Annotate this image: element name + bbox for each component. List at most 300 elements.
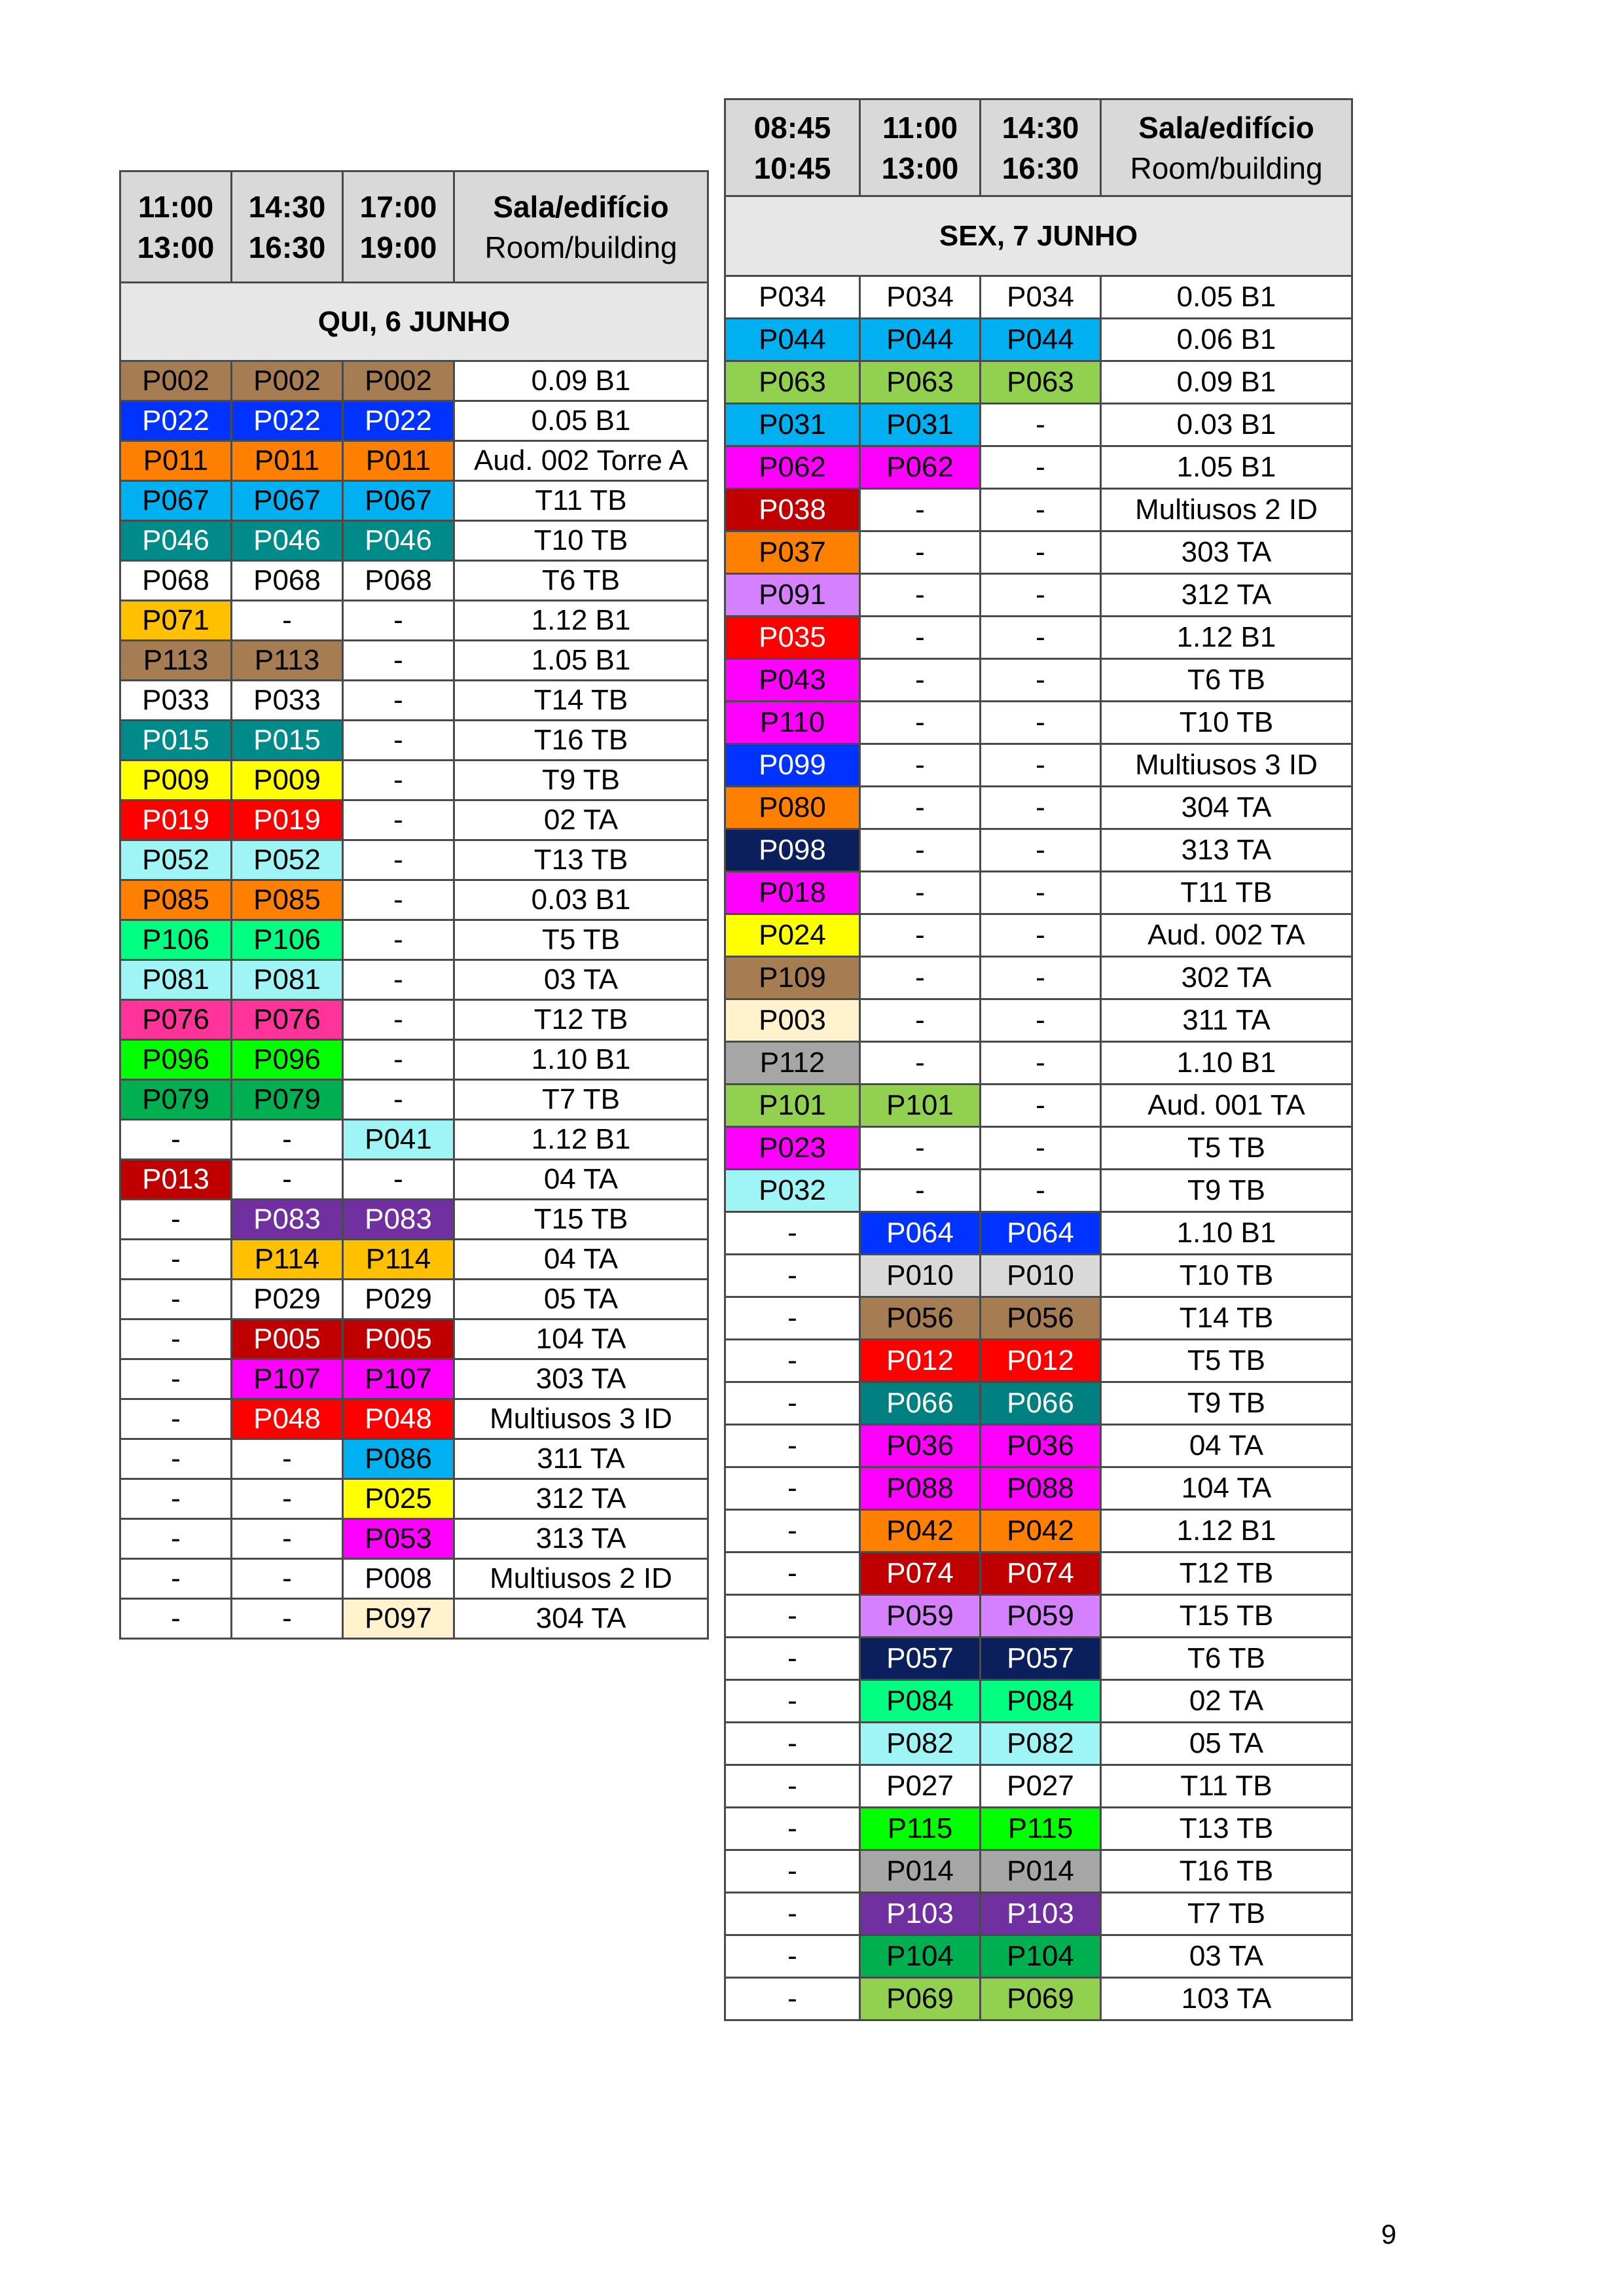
session-code-cell: - — [725, 1723, 860, 1765]
table-row — [725, 1680, 1352, 1723]
table-row — [120, 481, 708, 521]
session-code-cell: P079 — [232, 1080, 343, 1120]
table-row — [725, 1552, 1352, 1595]
session-code-cell: - — [981, 446, 1101, 489]
session-code-cell: P044 — [981, 319, 1101, 361]
session-code-cell: P012 — [981, 1340, 1101, 1382]
session-code-cell: P107 — [343, 1359, 454, 1399]
session-code-cell: P068 — [120, 561, 232, 601]
session-code-cell: P036 — [981, 1425, 1101, 1467]
session-code-cell: P062 — [860, 446, 981, 489]
session-code-cell: P014 — [981, 1850, 1101, 1893]
room-cell: T12 TB — [1101, 1552, 1352, 1595]
table-row — [725, 1935, 1352, 1978]
table-row — [725, 1808, 1352, 1850]
session-code-cell: - — [860, 829, 981, 872]
room-cell: 04 TA — [454, 1240, 708, 1280]
session-code-cell: P083 — [232, 1200, 343, 1240]
session-code-cell: - — [343, 761, 454, 800]
room-cell: 04 TA — [1101, 1425, 1352, 1467]
room-cell: T5 TB — [454, 920, 708, 960]
session-code-cell: P068 — [232, 561, 343, 601]
table-row — [725, 1170, 1352, 1212]
session-code-cell: - — [343, 1080, 454, 1120]
session-code-cell: P081 — [120, 960, 232, 1000]
session-code-cell: P106 — [232, 920, 343, 960]
session-code-cell: P012 — [860, 1340, 981, 1382]
session-code-cell: P009 — [120, 761, 232, 800]
session-code-cell: - — [981, 1127, 1101, 1170]
room-cell: T14 TB — [1101, 1297, 1352, 1340]
session-code-cell: P034 — [725, 276, 860, 319]
session-code-cell: - — [981, 829, 1101, 872]
table-row — [120, 1040, 708, 1080]
session-code-cell: - — [860, 489, 981, 531]
session-code-cell: P098 — [725, 829, 860, 872]
day-label: QUI, 6 JUNHO — [120, 283, 708, 361]
session-code-cell: P091 — [725, 574, 860, 617]
session-code-cell: - — [860, 872, 981, 914]
session-code-cell: P035 — [725, 617, 860, 659]
session-code-cell: - — [981, 489, 1101, 531]
room-cell: 1.12 B1 — [1101, 1510, 1352, 1552]
table-row — [725, 1042, 1352, 1085]
session-code-cell: - — [981, 744, 1101, 787]
table-row — [120, 521, 708, 561]
table-row — [725, 1425, 1352, 1467]
table-row — [120, 361, 708, 401]
session-code-cell: P011 — [120, 441, 232, 481]
table-row — [120, 401, 708, 441]
room-cell: T11 TB — [1101, 1765, 1352, 1808]
table-row — [725, 914, 1352, 957]
session-code-cell: P082 — [860, 1723, 981, 1765]
room-cell: T11 TB — [454, 481, 708, 521]
table-row — [725, 446, 1352, 489]
table-row — [725, 1510, 1352, 1552]
session-code-cell: P025 — [343, 1479, 454, 1519]
time-slot-header: 11:00 13:00 — [860, 99, 981, 196]
session-code-cell: P024 — [725, 914, 860, 957]
session-code-cell: - — [725, 1850, 860, 1893]
session-code-cell: P103 — [860, 1893, 981, 1935]
session-code-cell: - — [725, 1595, 860, 1638]
table-row — [120, 1160, 708, 1200]
table-row — [120, 1000, 708, 1040]
table-row — [725, 1978, 1352, 2020]
session-code-cell: P015 — [120, 721, 232, 761]
session-code-cell: - — [981, 702, 1101, 744]
session-code-cell: P104 — [981, 1935, 1101, 1978]
room-cell: 104 TA — [454, 1319, 708, 1359]
table-row — [120, 1599, 708, 1639]
session-code-cell: P064 — [981, 1212, 1101, 1255]
session-code-cell: - — [860, 531, 981, 574]
table-row — [725, 1850, 1352, 1893]
session-code-cell: - — [232, 1160, 343, 1200]
table-row — [725, 1340, 1352, 1382]
table-row — [725, 361, 1352, 404]
table-row — [120, 1519, 708, 1559]
time-slot-header: 17:00 19:00 — [343, 171, 454, 283]
session-code-cell: - — [860, 957, 981, 999]
session-code-cell: P067 — [343, 481, 454, 521]
room-cell: T9 TB — [1101, 1170, 1352, 1212]
session-code-cell: P103 — [981, 1893, 1101, 1935]
session-code-cell: - — [725, 1467, 860, 1510]
session-code-cell: - — [725, 1935, 860, 1978]
session-code-cell: - — [725, 1255, 860, 1297]
room-cell: 03 TA — [454, 960, 708, 1000]
room-cell: Aud. 001 TA — [1101, 1085, 1352, 1127]
session-code-cell: P041 — [343, 1120, 454, 1160]
room-cell: 304 TA — [454, 1599, 708, 1639]
room-cell: 312 TA — [1101, 574, 1352, 617]
session-code-cell: - — [981, 659, 1101, 702]
room-cell: Aud. 002 Torre A — [454, 441, 708, 481]
session-code-cell: P022 — [343, 401, 454, 441]
session-code-cell: - — [981, 914, 1101, 957]
session-code-cell: P022 — [232, 401, 343, 441]
room-cell: 311 TA — [1101, 999, 1352, 1042]
session-code-cell: P096 — [232, 1040, 343, 1080]
table-row — [725, 1765, 1352, 1808]
session-code-cell: P011 — [343, 441, 454, 481]
room-cell: 0.06 B1 — [1101, 319, 1352, 361]
session-code-cell: - — [120, 1240, 232, 1280]
session-code-cell: P002 — [232, 361, 343, 401]
room-cell: 312 TA — [454, 1479, 708, 1519]
room-cell: 103 TA — [1101, 1978, 1352, 2020]
table-row — [725, 1595, 1352, 1638]
room-cell: T15 TB — [1101, 1595, 1352, 1638]
table-row — [725, 276, 1352, 319]
table-row — [725, 1638, 1352, 1680]
session-code-cell: P043 — [725, 659, 860, 702]
session-code-cell: P067 — [232, 481, 343, 521]
room-cell: Multiusos 2 ID — [454, 1559, 708, 1599]
room-cell: 03 TA — [1101, 1935, 1352, 1978]
session-code-cell: P085 — [232, 880, 343, 920]
table-row — [725, 1467, 1352, 1510]
session-code-cell: - — [860, 702, 981, 744]
session-code-cell: - — [343, 1000, 454, 1040]
session-code-cell: - — [725, 1638, 860, 1680]
session-code-cell: - — [343, 681, 454, 721]
room-cell: T6 TB — [1101, 659, 1352, 702]
room-cell: T14 TB — [454, 681, 708, 721]
session-code-cell: P063 — [725, 361, 860, 404]
session-code-cell: - — [232, 601, 343, 641]
table-row — [120, 1280, 708, 1319]
room-header: Sala/edifício Room/building — [1101, 99, 1352, 196]
room-cell: Multiusos 2 ID — [1101, 489, 1352, 531]
room-cell: 1.05 B1 — [454, 641, 708, 681]
session-code-cell: - — [860, 617, 981, 659]
session-code-cell: - — [860, 574, 981, 617]
session-code-cell: P027 — [981, 1765, 1101, 1808]
session-code-cell: P048 — [232, 1399, 343, 1439]
session-code-cell: P038 — [725, 489, 860, 531]
room-cell: T5 TB — [1101, 1340, 1352, 1382]
session-code-cell: - — [232, 1479, 343, 1519]
session-code-cell: - — [981, 617, 1101, 659]
session-code-cell: P027 — [860, 1765, 981, 1808]
room-cell: T6 TB — [1101, 1638, 1352, 1680]
table-row — [725, 702, 1352, 744]
room-cell: T11 TB — [1101, 872, 1352, 914]
table-row — [120, 880, 708, 920]
table-row — [725, 957, 1352, 999]
header-row — [725, 99, 1352, 196]
session-code-cell: - — [725, 1765, 860, 1808]
session-code-cell: P005 — [343, 1319, 454, 1359]
session-code-cell: - — [120, 1120, 232, 1160]
room-cell: 104 TA — [1101, 1467, 1352, 1510]
session-code-cell: - — [120, 1439, 232, 1479]
table-row — [120, 1319, 708, 1359]
room-cell: 303 TA — [454, 1359, 708, 1399]
session-code-cell: P042 — [981, 1510, 1101, 1552]
session-code-cell: P042 — [860, 1510, 981, 1552]
session-code-cell: - — [860, 914, 981, 957]
session-code-cell: P113 — [232, 641, 343, 681]
session-code-cell: - — [981, 999, 1101, 1042]
room-cell: 0.09 B1 — [454, 361, 708, 401]
header-row — [120, 171, 708, 283]
session-code-cell: - — [343, 1160, 454, 1200]
session-code-cell: P005 — [232, 1319, 343, 1359]
table-row — [725, 1893, 1352, 1935]
room-cell: T10 TB — [1101, 702, 1352, 744]
table-row — [725, 574, 1352, 617]
session-code-cell: P086 — [343, 1439, 454, 1479]
session-code-cell: - — [232, 1519, 343, 1559]
session-code-cell: P115 — [981, 1808, 1101, 1850]
session-code-cell: - — [120, 1479, 232, 1519]
session-code-cell: - — [725, 1808, 860, 1850]
time-slot-header: 14:30 16:30 — [981, 99, 1101, 196]
session-code-cell: P082 — [981, 1723, 1101, 1765]
session-code-cell: - — [725, 1893, 860, 1935]
time-slot-header: 08:45 10:45 — [725, 99, 860, 196]
session-code-cell: P059 — [860, 1595, 981, 1638]
session-code-cell: P076 — [232, 1000, 343, 1040]
session-code-cell: P067 — [120, 481, 232, 521]
room-cell: 311 TA — [454, 1439, 708, 1479]
session-code-cell: - — [981, 404, 1101, 446]
session-code-cell: P046 — [232, 521, 343, 561]
session-code-cell: P031 — [860, 404, 981, 446]
room-cell: 1.05 B1 — [1101, 446, 1352, 489]
session-code-cell: - — [725, 1552, 860, 1595]
table-row — [725, 744, 1352, 787]
room-cell: T5 TB — [1101, 1127, 1352, 1170]
session-code-cell: - — [981, 872, 1101, 914]
session-code-cell: P101 — [725, 1085, 860, 1127]
session-code-cell: P076 — [120, 1000, 232, 1040]
table-row — [725, 617, 1352, 659]
session-code-cell: P097 — [343, 1599, 454, 1639]
room-cell: 05 TA — [1101, 1723, 1352, 1765]
table-row — [725, 404, 1352, 446]
session-code-cell: - — [725, 1297, 860, 1340]
session-code-cell: P080 — [725, 787, 860, 829]
room-cell: 303 TA — [1101, 531, 1352, 574]
session-code-cell: P107 — [232, 1359, 343, 1399]
table-row — [120, 1479, 708, 1519]
session-code-cell: P114 — [343, 1240, 454, 1280]
session-code-cell: P015 — [232, 721, 343, 761]
session-code-cell: P011 — [232, 441, 343, 481]
table-row — [725, 659, 1352, 702]
session-code-cell: - — [981, 1042, 1101, 1085]
session-code-cell: - — [120, 1280, 232, 1319]
room-cell: 04 TA — [454, 1160, 708, 1200]
table-row — [120, 601, 708, 641]
room-cell: 302 TA — [1101, 957, 1352, 999]
session-code-cell: - — [725, 1212, 860, 1255]
session-code-cell: P071 — [120, 601, 232, 641]
session-code-cell: P002 — [120, 361, 232, 401]
session-code-cell: P037 — [725, 531, 860, 574]
session-code-cell: P066 — [860, 1382, 981, 1425]
session-code-cell: - — [120, 1399, 232, 1439]
session-code-cell: - — [981, 957, 1101, 999]
session-code-cell: P109 — [725, 957, 860, 999]
session-code-cell: - — [120, 1519, 232, 1559]
session-code-cell: P114 — [232, 1240, 343, 1280]
session-code-cell: P112 — [725, 1042, 860, 1085]
session-code-cell: P063 — [860, 361, 981, 404]
day-label: SEX, 7 JUNHO — [725, 196, 1352, 276]
table-row — [725, 531, 1352, 574]
table-row — [120, 561, 708, 601]
session-code-cell: P106 — [120, 920, 232, 960]
room-cell: 1.12 B1 — [454, 601, 708, 641]
session-code-cell: P048 — [343, 1399, 454, 1439]
session-code-cell: - — [981, 1170, 1101, 1212]
room-cell: T9 TB — [1101, 1382, 1352, 1425]
session-code-cell: P033 — [232, 681, 343, 721]
session-code-cell: P069 — [981, 1978, 1101, 2020]
room-cell: 0.09 B1 — [1101, 361, 1352, 404]
session-code-cell: P088 — [860, 1467, 981, 1510]
session-code-cell: P031 — [725, 404, 860, 446]
session-code-cell: P088 — [981, 1467, 1101, 1510]
table-row — [120, 1439, 708, 1479]
table-row — [725, 829, 1352, 872]
room-cell: 0.03 B1 — [454, 880, 708, 920]
room-cell: T13 TB — [454, 840, 708, 880]
session-code-cell: - — [120, 1559, 232, 1599]
session-code-cell: P099 — [725, 744, 860, 787]
table-row — [120, 1399, 708, 1439]
session-code-cell: - — [343, 800, 454, 840]
page-number: 9 — [1381, 2219, 1397, 2250]
room-cell: 304 TA — [1101, 787, 1352, 829]
table-row — [120, 761, 708, 800]
session-code-cell: P022 — [120, 401, 232, 441]
session-code-cell: - — [343, 840, 454, 880]
table-row — [120, 920, 708, 960]
room-cell: 05 TA — [454, 1280, 708, 1319]
session-code-cell: P085 — [120, 880, 232, 920]
session-code-cell: - — [860, 1042, 981, 1085]
room-cell: 1.10 B1 — [454, 1040, 708, 1080]
table-row — [120, 441, 708, 481]
session-code-cell: - — [860, 744, 981, 787]
session-code-cell: P081 — [232, 960, 343, 1000]
session-code-cell: P066 — [981, 1382, 1101, 1425]
table-row — [120, 1120, 708, 1160]
session-code-cell: - — [860, 999, 981, 1042]
session-code-cell: P034 — [860, 276, 981, 319]
session-code-cell: - — [860, 1170, 981, 1212]
session-code-cell: P064 — [860, 1212, 981, 1255]
table-row — [120, 840, 708, 880]
session-code-cell: P096 — [120, 1040, 232, 1080]
session-code-cell: P029 — [343, 1280, 454, 1319]
session-code-cell: P057 — [981, 1638, 1101, 1680]
table-row — [725, 489, 1352, 531]
session-code-cell: P034 — [981, 276, 1101, 319]
table-row — [120, 960, 708, 1000]
session-code-cell: - — [343, 721, 454, 761]
session-code-cell: - — [232, 1599, 343, 1639]
session-code-cell: P010 — [860, 1255, 981, 1297]
session-code-cell: P044 — [860, 319, 981, 361]
room-cell: T15 TB — [454, 1200, 708, 1240]
session-code-cell: - — [860, 659, 981, 702]
room-cell: 1.10 B1 — [1101, 1042, 1352, 1085]
table-row — [725, 1297, 1352, 1340]
friday-schedule-table — [724, 98, 1353, 2021]
table-row — [120, 1080, 708, 1120]
session-code-cell: P084 — [981, 1680, 1101, 1723]
session-code-cell: P101 — [860, 1085, 981, 1127]
session-code-cell: - — [860, 1127, 981, 1170]
session-code-cell: P063 — [981, 361, 1101, 404]
time-slot-header: 11:00 13:00 — [120, 171, 232, 283]
session-code-cell: - — [343, 880, 454, 920]
session-code-cell: P104 — [860, 1935, 981, 1978]
session-code-cell: P059 — [981, 1595, 1101, 1638]
session-code-cell: - — [860, 787, 981, 829]
session-code-cell: P044 — [725, 319, 860, 361]
table-row — [725, 1127, 1352, 1170]
table-row — [120, 721, 708, 761]
session-code-cell: - — [232, 1439, 343, 1479]
session-code-cell: P010 — [981, 1255, 1101, 1297]
room-cell: T10 TB — [454, 521, 708, 561]
session-code-cell: P046 — [343, 521, 454, 561]
room-cell: T9 TB — [454, 761, 708, 800]
table-row — [725, 1255, 1352, 1297]
thursday-schedule-table — [119, 170, 709, 1640]
room-cell: 02 TA — [1101, 1680, 1352, 1723]
session-code-cell: P019 — [232, 800, 343, 840]
session-code-cell: P052 — [232, 840, 343, 880]
session-code-cell: P002 — [343, 361, 454, 401]
time-slot-header: 14:30 16:30 — [232, 171, 343, 283]
session-code-cell: - — [120, 1599, 232, 1639]
session-code-cell: - — [725, 1382, 860, 1425]
room-header: Sala/edifício Room/building — [454, 171, 708, 283]
session-code-cell: - — [981, 574, 1101, 617]
room-cell: 1.12 B1 — [454, 1120, 708, 1160]
session-code-cell: P009 — [232, 761, 343, 800]
